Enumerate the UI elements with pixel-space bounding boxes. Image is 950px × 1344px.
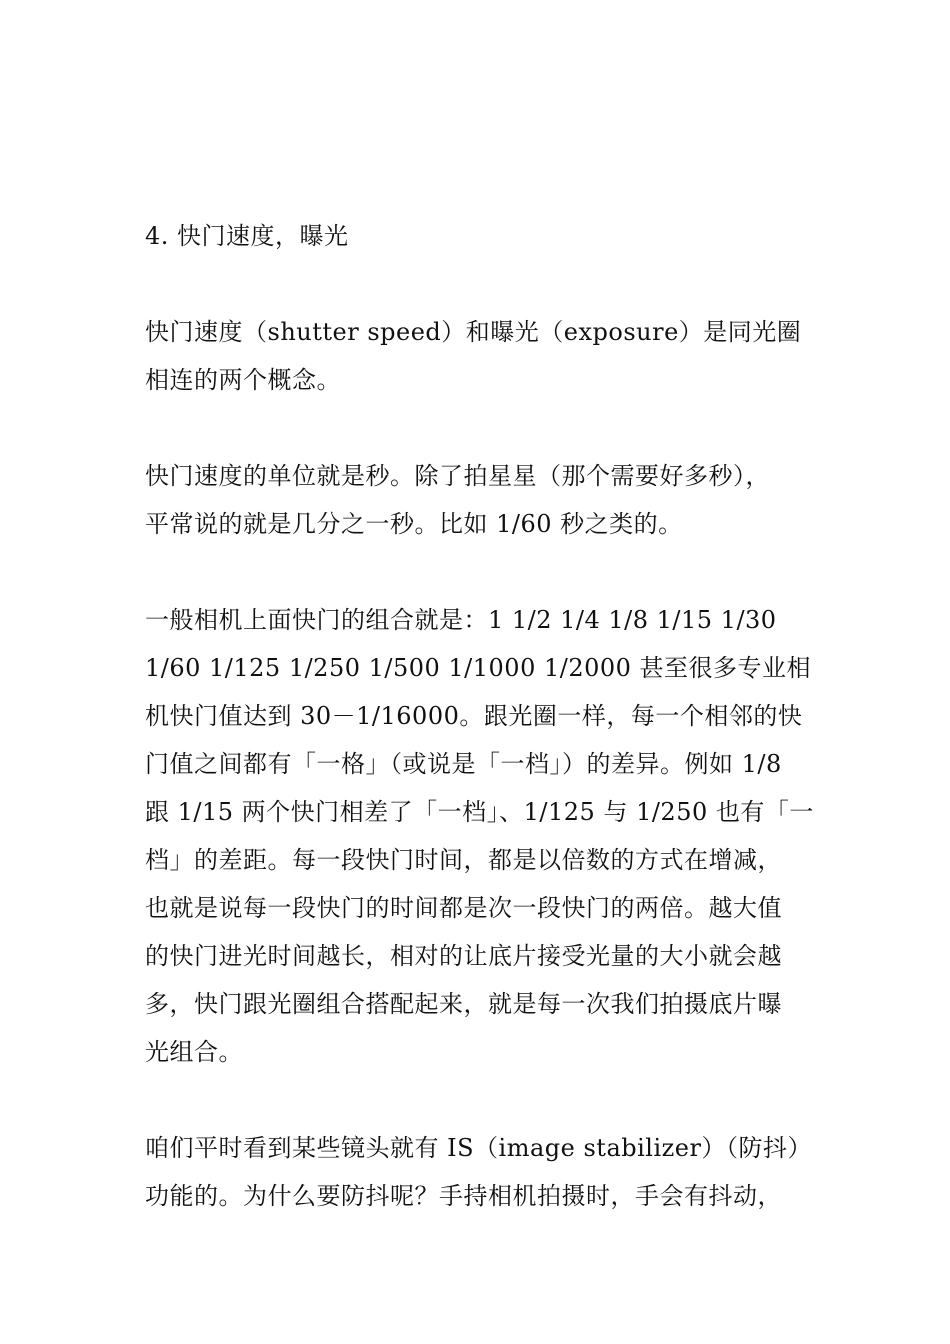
text-line: 相连的两个概念。 — [145, 366, 341, 394]
paragraph-2 — [145, 452, 813, 548]
text-line: 功能的。为什么要防抖呢？手持相机拍摄时，手会有抖动， — [145, 1182, 782, 1210]
text-line: 跟 1/15 两个快门相差了「一档」、1/125 与 1/250 也有「一 — [145, 798, 814, 826]
paragraph-1 — [145, 308, 813, 404]
text-line: 咱们平时看到某些镜头就有 IS（image stabilizer）（防抖） — [145, 1134, 812, 1162]
text-line: 快门速度（shutter speed）和曝光（exposure）是同光圈 — [145, 318, 802, 346]
text-line: 也就是说每一段快门的时间都是次一段快门的两倍。越大值 — [145, 894, 782, 922]
section-heading: 4. 快门速度，曝光 — [145, 222, 349, 250]
text-line: 多，快门跟光圈组合搭配起来，就是每一次我们拍摄底片曝 — [145, 990, 782, 1018]
text-line: 1/60 1/125 1/250 1/500 1/1000 1/2000 甚至很多专业相 — [145, 654, 812, 682]
paragraph-3 — [145, 596, 813, 1076]
text-line: 档」的差距。每一段快门时间，都是以倍数的方式在增减， — [145, 846, 782, 874]
text-line: 门值之间都有「一格」（或说是「一档」）的差异。例如 1/8 — [145, 750, 782, 778]
paragraph-4 — [145, 1124, 813, 1220]
text-line: 光组合。 — [145, 1038, 243, 1066]
text-line: 机快门值达到 30－1/16000。跟光圈一样，每一个相邻的快 — [145, 702, 803, 730]
text-line: 平常说的就是几分之一秒。比如 1/60 秒之类的。 — [145, 510, 683, 538]
text-line: 的快门进光时间越长，相对的让底片接受光量的大小就会越 — [145, 942, 782, 970]
document-page — [145, 212, 813, 1268]
text-line: 一般相机上面快门的组合就是：1 1/2 1/4 1/8 1/15 1/30 — [145, 606, 777, 634]
text-line: 快门速度的单位就是秒。除了拍星星（那个需要好多秒）， — [145, 462, 770, 490]
